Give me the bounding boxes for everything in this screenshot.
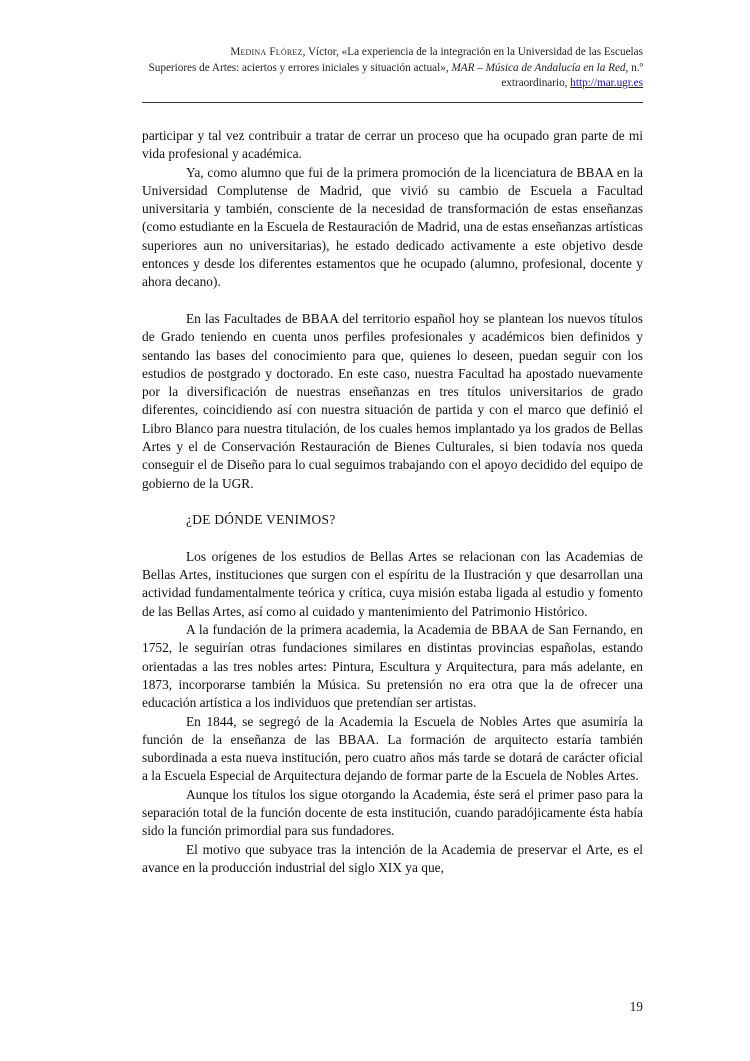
paragraph-6: En 1844, se segregó de la Academia la Escuela de Nobles Artes que asumiría la función de la enseñanza de las BBAA. La formación de arquitecto estaría también subordinada a esta nueva institución, pero cuatro años más tarde se dotará de carácter oficial a la Escuela Especial de Arquitectura dejando de formar parte de la Escuela de Nobles Artes. — [142, 713, 643, 784]
paragraph-gap — [142, 493, 643, 511]
header-author: Medina Flórez — [230, 46, 303, 58]
body-text — [142, 127, 643, 877]
paragraph-1: participar y tal vez contribuir a tratar de cerrar un proceso que ha ocupado gran parte de mi vida profesional y académica. — [142, 128, 643, 162]
header-issue: , n.º extraordinario, — [501, 61, 643, 89]
header-rule — [142, 102, 643, 103]
paragraph-gap — [142, 292, 643, 310]
paragraph-4: Los orígenes de los estudios de Bellas Artes se relacionan con las Academias de Bellas Artes, instituciones que surgen con el espíritu de la Ilustración y que desarrollan una actividad fundamentalmente teórica y crítica, cuya misión estaba ligada al estudio y fomento de las Bellas Artes, así como al cuidado y mantenimiento del Patrimonio Histórico. — [142, 548, 643, 619]
paragraph-5: A la fundación de la primera academia, la Academia de BBAA de San Fernando, en 1752, le seguirían otras fundaciones similares en distintas provincias españolas, estando orientadas a las tres nobles artes: Pintura, Escultura y Arquitectura, para más adelante, en 1873, incorporarse también la Música. Su pretensión no era otra que la de ofrecer una educación artística a los individuos que pretendían ser artistas. — [142, 622, 643, 711]
page-number: 19 — [629, 999, 643, 1014]
header-journal-title: MAR – Música de Andalucía en la Red — [451, 61, 626, 74]
paragraph-7: Aunque los títulos los sigue otorgando la Academia, éste será el primer paso para la separación total de la función docente de esta institución, cuando paradójicamente ésta había sido la función primordial para sus fundadores. — [142, 786, 643, 839]
paragraph-2: Ya, como alumno que fui de la primera promoción de la licenciatura de BBAA en la Universidad Complutense de Madrid, que vivió su cambio de Escuela a Facultad universitaria y también, consciente de la necesidad de transformación de estas enseñanzas (como estudiante en la Escuela de Restauración de Madrid, una de estas enseñanzas artísticas superiores aun no universitarias), he estado dedicado activamente a este objetivo desde entonces y desde los diferentes estamentos que he ocupado (alumno, profesional, docente y ahora decano). — [142, 164, 643, 290]
paragraph-8: El motivo que subyace tras la intención de la Academia de preservar el Arte, es el avance en la producción industrial del siglo XIX ya que, — [142, 841, 643, 875]
paragraph-3: En las Facultades de BBAA del territorio español hoy se plantean los nuevos títulos de Grado teniendo en cuenta unos perfiles profesionales y académicos bien definidos y sentando las bases del conocimiento para que, quienes lo deseen, puedan seguir con los estudios de postgrado y doctorado. En este caso, nuestra Facultad ha apostado nuevamente por la diversificación de nuestras enseñanzas en tres títulos universitarios de grado diferentes, coincidiendo así con nuestra situación de partida y con el marco que definió el Libro Blanco para nuestra titulación, de los cuales hemos implantado ya los grados de Bellas Artes y el de Conservación Restauración de Bienes Culturales, si bien todavía nos queda conseguir el de Diseño para lo cual seguimos trabajando con el apoyo decidido del equipo de gobierno de la UGR. — [142, 310, 643, 491]
header-url-link[interactable]: http://mar.ugr.es — [570, 77, 643, 89]
running-header — [140, 45, 643, 92]
header-citation-line1: , Víctor, «La experiencia de la integración en la Universidad de las Escuelas — [302, 46, 643, 58]
paragraph-gap — [142, 530, 643, 548]
header-citation-line2: Superiores de Artes: aciertos y errores iniciales y situación actual», — [148, 61, 449, 74]
section-heading: ¿DE DÓNDE VENIMOS? — [186, 512, 336, 528]
